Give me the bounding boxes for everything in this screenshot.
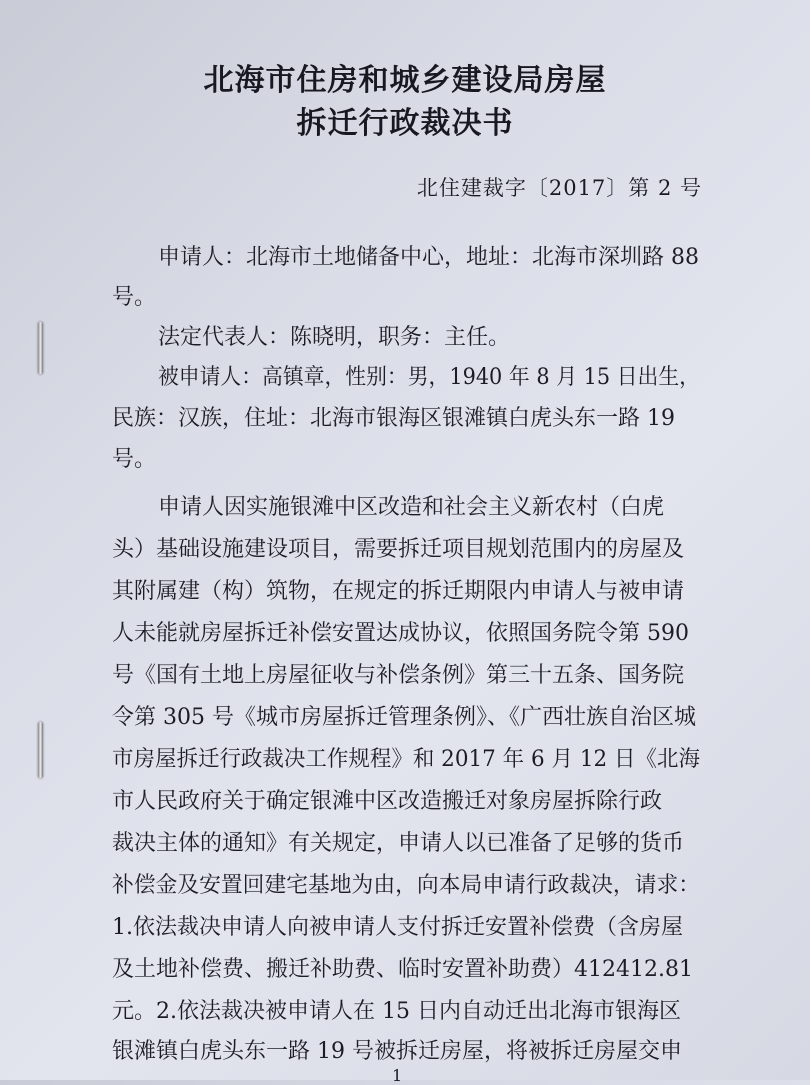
body-line: 裁决主体的通知》有关规定，申请人以已准备了足够的货币 — [112, 831, 685, 856]
body-line: 市人民政府关于确定银滩中区改造搬迁对象房屋拆除行政 — [112, 789, 663, 814]
body-line: 法定代表人：陈晓明，职务：主任。 — [158, 325, 511, 350]
body-line: 及土地补偿费、搬迁补助费、临时安置补助费）412412.81 — [112, 957, 693, 982]
body-line: 人未能就房屋拆迁补偿安置达成协议，依照国务院令第 590 — [112, 621, 689, 646]
page-number: 1 — [392, 1066, 403, 1085]
body-line: 被申请人：高镇章，性别：男，1940 年 8 月 15 日出生， — [158, 365, 700, 390]
body-line: 号。 — [112, 447, 157, 472]
body-line: 号。 — [112, 285, 157, 310]
body-line: 其附属建（构）筑物，在规定的拆迁期限内申请人与被申请 — [112, 579, 685, 604]
body-line: 号《国有土地上房屋征收与补偿条例》第三十五条、国务院 — [112, 663, 685, 688]
document-title-line1: 北海市住房和城乡建设局房屋 — [203, 63, 607, 98]
staple-bottom — [38, 722, 43, 778]
body-line: 民族：汉族，住址：北海市银海区银滩镇白虎头东一路 19 — [112, 406, 675, 431]
body-line: 银滩镇白虎头东一路 19 号被拆迁房屋，将被拆迁房屋交申 — [112, 1039, 682, 1064]
body-line: 补偿金及安置回建宅基地为由，向本局申请行政裁决，请求： — [112, 873, 701, 898]
staple-top — [38, 322, 43, 374]
body-line: 申请人因实施银滩中区改造和社会主义新农村（白虎 — [158, 495, 665, 520]
body-line: 元。2.依法裁决被申请人在 15 日内自动迁出北海市银海区 — [112, 999, 681, 1024]
body-line: 头）基础设施建设项目，需要拆迁项目规划范围内的房屋及 — [112, 537, 685, 562]
body-line: 1.依法裁决申请人向被申请人支付拆迁安置补偿费（含房屋 — [112, 915, 683, 940]
body-line: 申请人：北海市土地储备中心，地址：北海市深圳路 88 — [158, 245, 699, 270]
body-line: 令第 305 号《城市房屋拆迁管理条例》、《广西壮族自治区城 — [112, 705, 696, 730]
document-title-line2: 拆迁行政裁决书 — [296, 106, 514, 141]
document-number: 北住建裁字〔2017〕第 2 号 — [416, 176, 702, 200]
body-line: 市房屋拆迁行政裁决工作规程》和 2017 年 6 月 12 日《北海 — [112, 747, 700, 772]
